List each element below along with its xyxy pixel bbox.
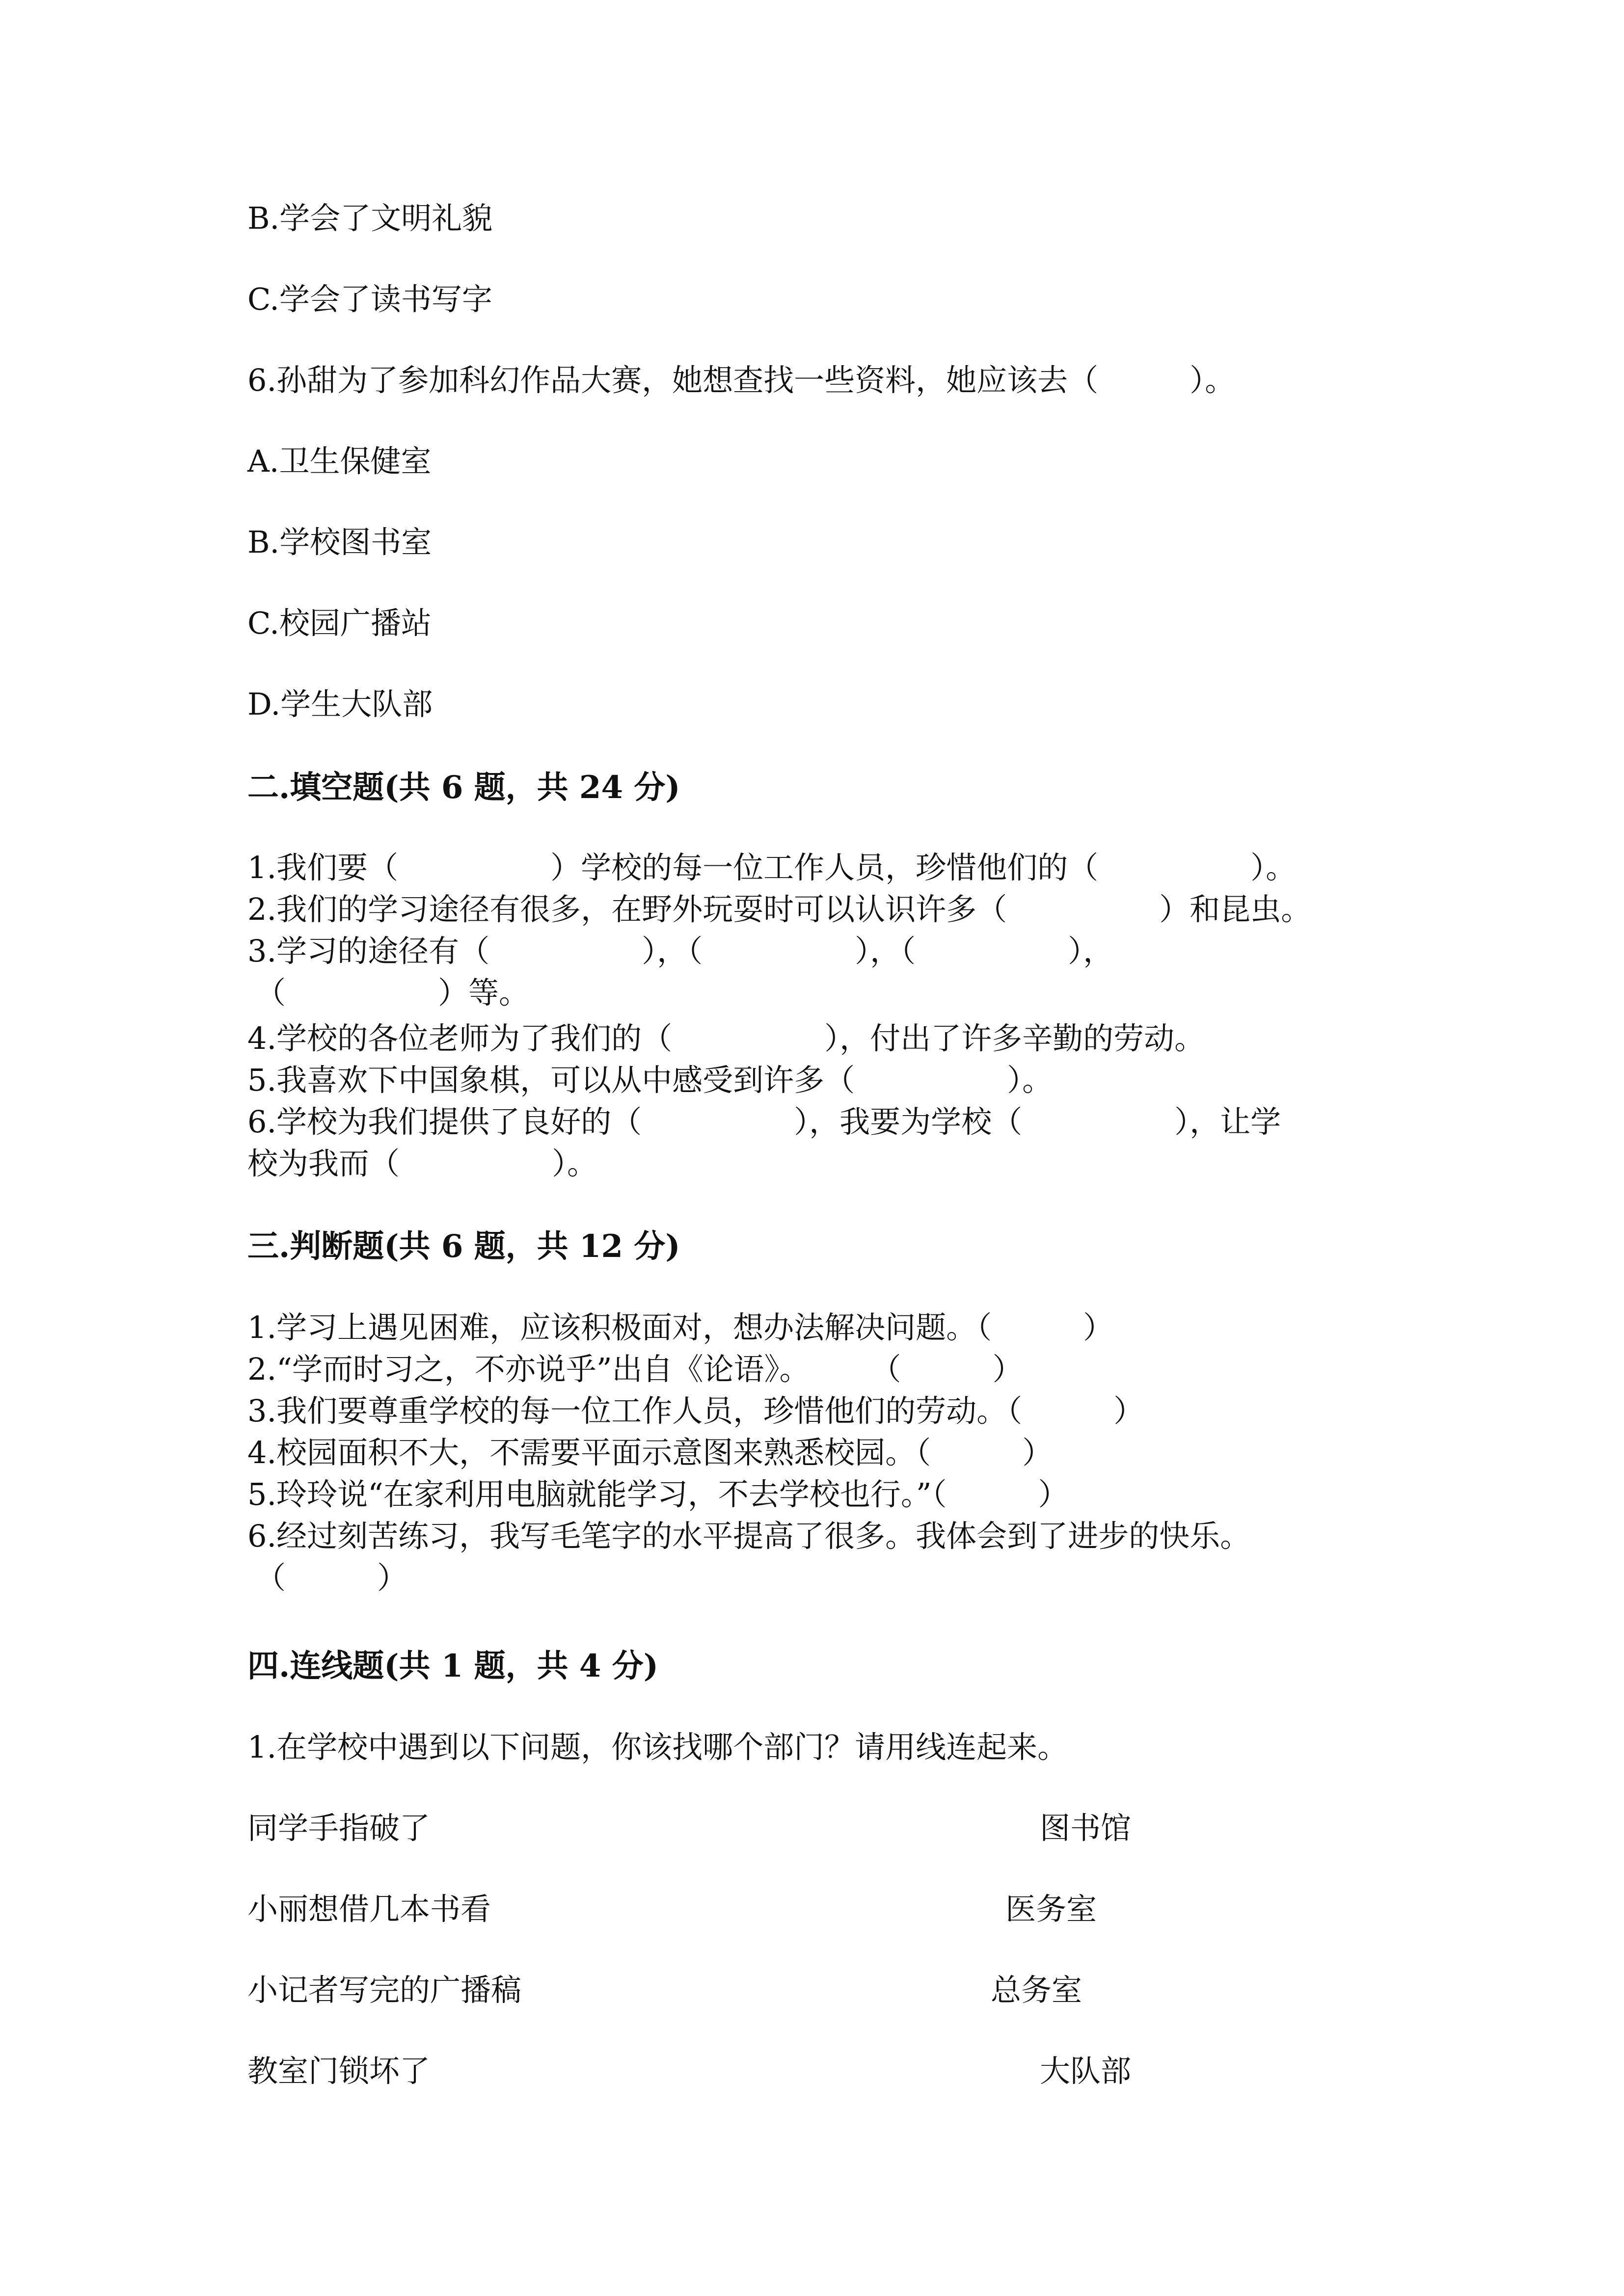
q6-option-b: B.学校图书室 xyxy=(247,524,432,560)
section-3-heading: 三.判断题(共 6 题，共 12 分) xyxy=(247,1228,680,1265)
option-b-prev: B.学会了文明礼貌 xyxy=(247,200,493,236)
match-left-item: 小记者写完的广播稿 xyxy=(247,1972,522,2008)
judge-line-1: 1.学习上遇见困难，应该积极面对，想办法解决问题。（ ） xyxy=(247,1309,1114,1345)
q6-option-d: D.学生大队部 xyxy=(247,686,433,722)
fill-line-2: 2.我们的学习途径有很多，在野外玩耍时可以认识许多（ ）和昆虫。 xyxy=(247,891,1312,927)
match-right-item: 大队部 xyxy=(1040,2053,1132,2089)
judge-line-4: 4.校园面积不大，不需要平面示意图来熟悉校园。（ ） xyxy=(247,1435,1053,1470)
fill-line-4: 4.学校的各位老师为了我们的（ ），付出了许多辛勤的劳动。 xyxy=(247,1020,1205,1056)
judge-line-6: 6.经过刻苦练习，我写毛笔字的水平提高了很多。我体会到了进步的快乐。 xyxy=(247,1518,1251,1554)
match-left-item: 同学手指破了 xyxy=(247,1810,431,1846)
fill-line-3-cont: （ ）等。 xyxy=(255,975,530,1011)
judge-line-6-cont: （ ） xyxy=(255,1560,408,1596)
judge-line-3: 3.我们要尊重学校的每一位工作人员，珍惜他们的劳动。（ ） xyxy=(247,1393,1144,1429)
match-right-item: 总务室 xyxy=(991,1972,1083,2008)
section-4-heading: 四.连线题(共 1 题，共 4 分) xyxy=(247,1648,659,1684)
fill-line-1: 1.我们要（ ）学校的每一位工作人员，珍惜他们的（ ）。 xyxy=(247,850,1297,885)
matching-question: 1.在学校中遇到以下问题，你该找哪个部门？请用线连起来。 xyxy=(247,1729,1068,1765)
match-right-item: 图书馆 xyxy=(1040,1810,1132,1846)
q6-option-c: C.校园广播站 xyxy=(247,605,432,641)
match-left-item: 教室门锁坏了 xyxy=(247,2053,431,2089)
judge-line-5: 5.玲玲说“在家利用电脑就能学习，不去学校也行。”（ ） xyxy=(247,1476,1069,1512)
fill-line-6: 6.学校为我们提供了良好的（ ），我要为学校（ ），让学 xyxy=(247,1104,1281,1140)
fill-line-6-cont: 校为我而（ ）。 xyxy=(247,1146,598,1181)
fill-line-5: 5.我喜欢下中国象棋，可以从中感受到许多（ ）。 xyxy=(247,1062,1053,1098)
q6-option-a: A.卫生保健室 xyxy=(247,443,432,479)
match-left-item: 小丽想借几本书看 xyxy=(247,1891,491,1927)
question-6-stem: 6.孙甜为了参加科幻作品大赛，她想查找一些资料，她应该去（ ）。 xyxy=(247,362,1236,398)
option-c-prev: C.学会了读书写字 xyxy=(247,281,492,317)
judge-line-2: 2.“学而时习之，不亦说乎”出自《论语》。 （ ） xyxy=(247,1351,1023,1387)
match-right-item: 医务室 xyxy=(1005,1891,1097,1927)
section-2-heading: 二.填空题(共 6 题，共 24 分) xyxy=(247,769,680,806)
fill-line-3: 3.学习的途径有（ ），（ ），（ ）， xyxy=(247,933,1114,969)
